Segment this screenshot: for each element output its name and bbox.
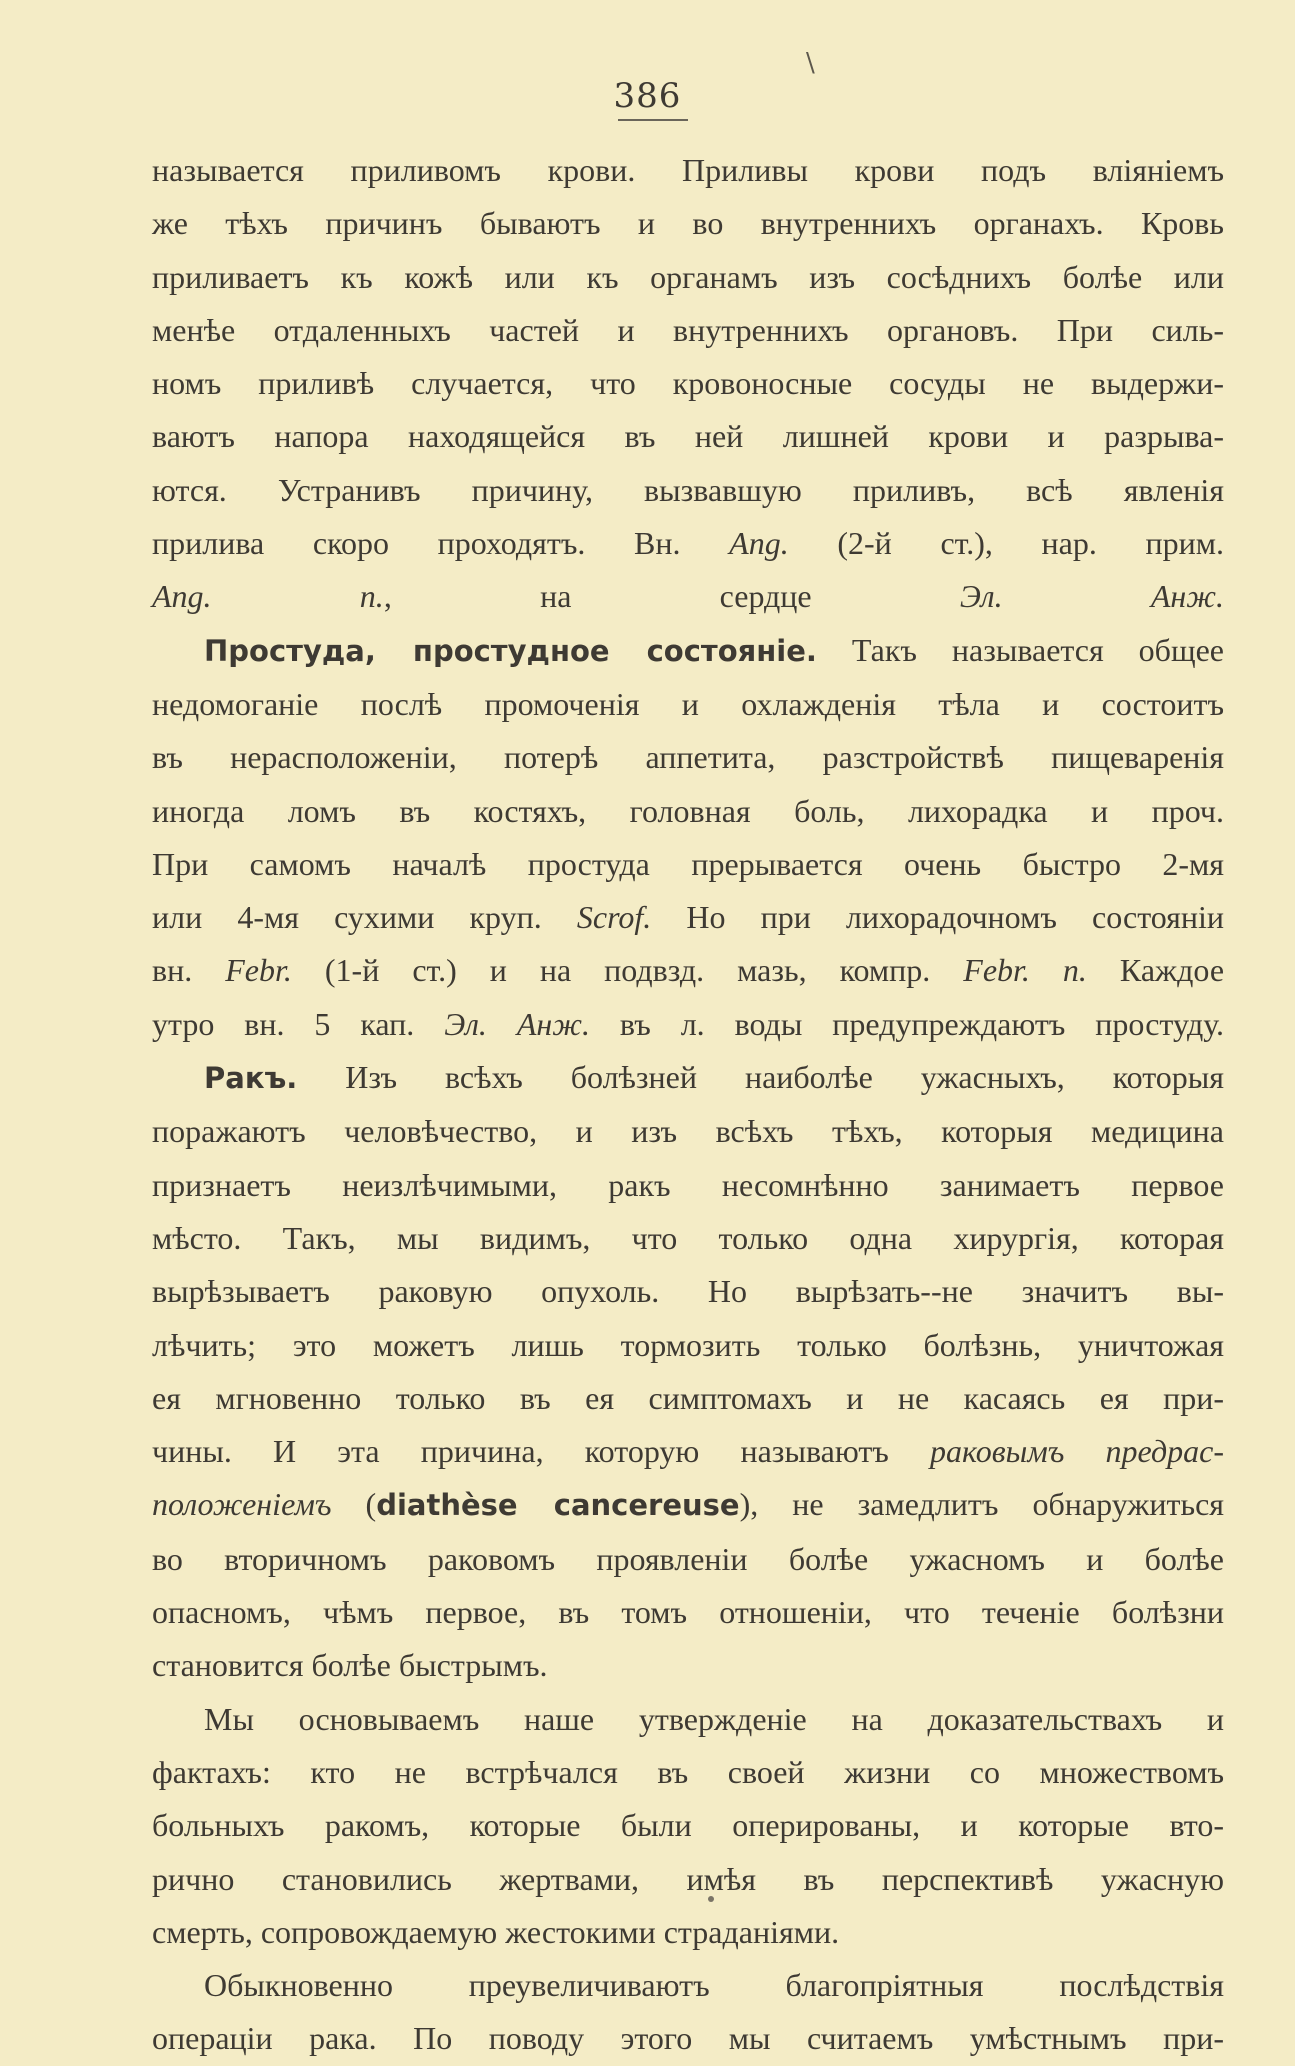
line-text: рично становились жертвами, имѣя въ перспективѣ ужасную [152,1860,1224,1897]
line-text: номъ приливѣ случается, что кровоносные сосуды не выдержи- [152,365,1224,402]
line-text: больныхъ ракомъ, которые были оперированы, и которые вто- [152,1807,1224,1844]
text-line [152,891,1224,944]
line-text: чины. И эта причина, которую называютъ [152,1433,931,1470]
line-text: ются. Устранивъ причину, вызвавшую приливъ, всѣ явленія [152,471,1224,508]
section-heading: Простуда, простудное состояніе. [204,633,817,668]
ink-dot [708,1896,714,1902]
line-text: лѣчить; это можетъ лишь тормозить только болѣзнь, уничтожая [152,1326,1224,1363]
italic-term: Febr. n. [963,952,1087,989]
text-line [152,1051,1224,1105]
text-line [152,570,1224,623]
italic-term: раковымъ предрас- [930,1433,1225,1470]
line-text: При самомъ началѣ простуда прерывается очень быстро 2-мя [152,845,1224,882]
text-line [152,838,1224,891]
italic-term: Ang. n. [152,578,384,615]
text-line [152,624,1224,678]
text-line [152,1265,1224,1318]
line-text: ), не замедлитъ обнаружиться [739,1486,1225,1523]
italic-term: Эл. Анж. [444,1005,591,1042]
italic-term: Ang. [729,525,789,562]
text-line [152,1319,1224,1372]
line-text: недомоганіе послѣ промоченія и охлажденія тѣла и состоитъ [152,685,1224,722]
text-line [152,1746,1224,1799]
text-line [152,464,1224,517]
line-text: поражаютъ человѣчество, и изъ всѣхъ тѣхъ, которыя медицина [152,1113,1224,1150]
text-line [152,1586,1224,1639]
italic-term: Scrof. [576,899,652,936]
page-number: 386 [613,76,682,116]
line-text: (1-й ст.) и на подвзд. мазь, компр. [291,952,964,989]
page-number-rule [618,119,688,121]
text-line [152,1425,1224,1478]
text-line [152,1693,1224,1746]
line-text: Обыкновенно преувеличиваютъ благопріятныя послѣдствія [204,1967,1224,2004]
text-line [152,1159,1224,1212]
italic-term: Эл. Анж. [959,578,1225,615]
line-text: называется приливомъ крови. Приливы крови подъ вліяніемъ [152,152,1224,188]
line-text: вырѣзываетъ раковую опухоль. Но вырѣзать--не значитъ вы- [152,1273,1224,1310]
text-line [152,251,1224,304]
text-line [152,1212,1224,1265]
text-line [152,304,1224,357]
line-text: же тѣхъ причинъ бываютъ и во внутреннихъ органахъ. Кровь [152,205,1224,242]
text-line [152,2012,1224,2065]
body-text [152,144,1224,2066]
line-text: Каждое [1086,952,1225,989]
line-text: менѣе отдаленныхъ частей и внутреннихъ органовъ. При силь- [152,311,1224,348]
text-line [152,1372,1224,1425]
bold-term: diathèse cancereuse [376,1488,740,1523]
line-text: Мы основываемъ наше утвержденіе на доказательствахъ и [204,1700,1224,1737]
text-line [152,731,1224,784]
line-text: или 4-мя сухими круп. [152,899,577,936]
line-text: Изъ всѣхъ болѣзней наиболѣе ужасныхъ, которыя [297,1059,1224,1096]
line-text: въ л. воды предупреждаютъ простуду. [590,1005,1225,1042]
text-line [152,144,1224,197]
text-line [152,517,1224,570]
section-heading: Ракъ. [204,1061,298,1096]
text-line [152,944,1224,997]
line-text: во вторичномъ раковомъ проявленіи болѣе ужасномъ и болѣе [152,1540,1224,1577]
text-line [152,1478,1224,1532]
italic-term: положеніемъ [152,1486,332,1523]
text-line [152,1105,1224,1158]
text-line [152,357,1224,410]
line-text: опасномъ, чѣмъ первое, въ томъ отношеніи, что теченіе болѣзни [152,1594,1224,1631]
line-text: становится болѣе быстрымъ. [152,1647,548,1684]
text-line [152,1799,1224,1852]
text-line [152,1639,1224,1692]
line-text: , на сердце [383,578,960,615]
line-text: ея мгновенно только въ ея симптомахъ и не касаясь ея при- [152,1379,1224,1416]
line-text: приливаетъ къ кожѣ или къ органамъ изъ сосѣднихъ болѣе или [152,258,1224,295]
line-text: мѣсто. Такъ, мы видимъ, что только одна хирургія, которая [152,1219,1224,1256]
text-line [152,1853,1224,1906]
italic-term: Febr. [225,952,292,989]
line-text: Такъ называется общее [816,631,1225,668]
line-text: Но при лихорадочномъ состояніи [651,899,1225,936]
text-line [152,998,1224,1051]
text-line [152,410,1224,463]
line-text: въ нерасположеніи, потерѣ аппетита, разстройствѣ пищеваренія [152,739,1224,776]
line-text: вн. [152,952,226,989]
line-text: фактахъ: кто не встрѣчался въ своей жизни со множествомъ [152,1753,1224,1790]
line-text: смерть, сопровождаемую жестокими страданіями. [152,1913,840,1950]
line-text: ваютъ напора находящейся въ ней лишней крови и разрыва- [152,418,1224,455]
text-line [152,1906,1224,1959]
line-text: прилива скоро проходятъ. Вн. [152,525,730,562]
text-line [152,1533,1224,1586]
line-text: утро вн. 5 кап. [152,1005,445,1042]
text-line [152,197,1224,250]
text-line [152,1959,1224,2012]
text-line [152,785,1224,838]
text-line [152,678,1224,731]
line-text: (2-й ст.), нар. прим. [788,525,1225,562]
line-text: иногда ломъ въ костяхъ, головная боль, лихорадка и проч. [152,792,1224,829]
line-text: операціи рака. По поводу этого мы считаемъ умѣстнымъ при- [152,2020,1224,2057]
line-text: ( [331,1486,377,1523]
line-text: признаетъ неизлѣчимыми, ракъ несомнѣнно занимаетъ первое [152,1166,1224,1203]
corner-tick-mark: \ [806,48,815,78]
